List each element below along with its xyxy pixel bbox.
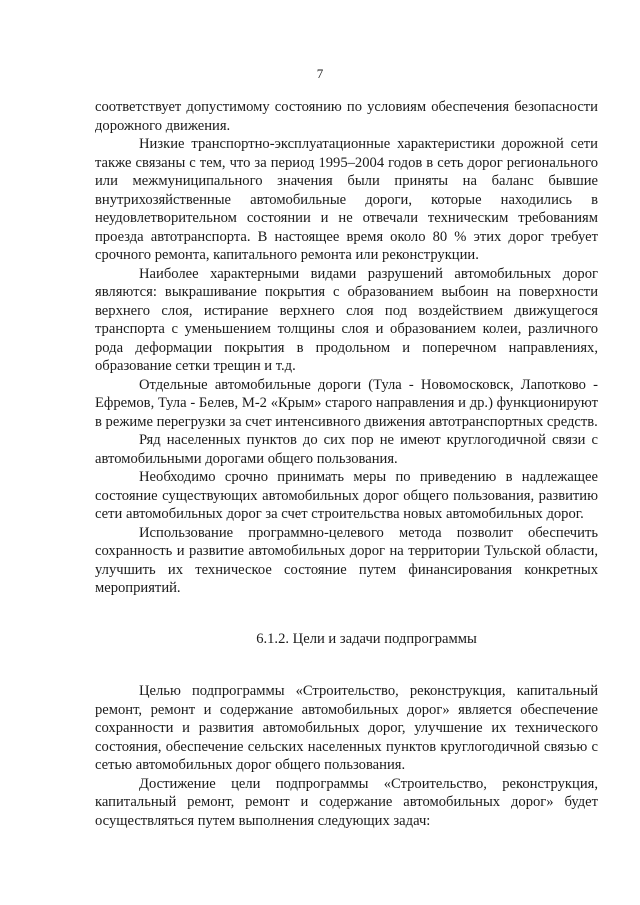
page-number: 7 bbox=[316, 66, 324, 81]
paragraph-2: Низкие транспортно-эксплуатационные характеристики дорожной сети также связаны с тем, что за период 1995–2004 годов в сеть дорог регионального или межмуниципального значения были приняты на баланс бывшие внутрихозяйственные автомобильные дороги, которые находились в неудовлетворительном состоянии и не отвечали техническим требованиям проезда автотранспорта. В настоящее время около 80 % этих дорог требует срочного ремонта, капитального ремонта или реконструкции. bbox=[95, 136, 598, 263]
paragraph-1: соответствует допустимому состоянию по условиям обеспечения безопасности дорожного движения. bbox=[95, 99, 598, 134]
paragraph-8: Целью подпрограммы «Строительство, реконструкция, капитальный ремонт, ремонт и содержание автомобильных дорог» является обеспечение сохранности и развития автомобильных дорог, улучшение их технического состояния, обеспечение сельских населенных пунктов круглогодичной связью с сетью автомобильных дорог общего пользования. bbox=[95, 683, 598, 773]
paragraph-5: Ряд населенных пунктов до сих пор не имеют круглогодичной связи с автомобильными дорогами общего пользования. bbox=[95, 432, 598, 467]
document-body bbox=[95, 98, 598, 830]
paragraph-3: Наиболее характерными видами разрушений автомобильных дорог являются: выкрашивание покрытия с образованием выбоин на поверхности верхнего слоя, истирание верхнего слоя под воздействием движущегося транспорта с уменьшением толщины слоя и образованием колеи, различного рода деформации покрытия в продольном и поперечном направлениях, образование сетки трещин и т.д. bbox=[95, 265, 598, 374]
paragraph-6: Необходимо срочно принимать меры по приведению в надлежащее состояние существующих автомобильных дорог общего пользования, развитию сети автомобильных дорог за счет строительства новых автомобильных дорог. bbox=[95, 469, 598, 522]
section-heading: 6.1.2. Цели и задачи подпрограммы bbox=[256, 630, 477, 647]
paragraph-7: Использование программно-целевого метода позволит обеспечить сохранность и развитие автомобильных дорог на территории Тульской области, улучшить их техническое состояние путем финансирования конкретных мероприятий. bbox=[95, 524, 598, 596]
paragraph-9: Достижение цели подпрограммы «Строительство, реконструкция, капитальный ремонт, ремонт и содержание автомобильных дорог» будет осуществляться путем выполнения следующих задач: bbox=[95, 775, 598, 829]
paragraph-4: Отдельные автомобильные дороги (Тула - Новомосковск, Лапотково - Ефремов, Тула - Белев, М-2 «Крым» старого направления и др.) функционируют в режиме перегрузки за счет интенсивного движения автотранспортных средств. bbox=[95, 376, 598, 430]
